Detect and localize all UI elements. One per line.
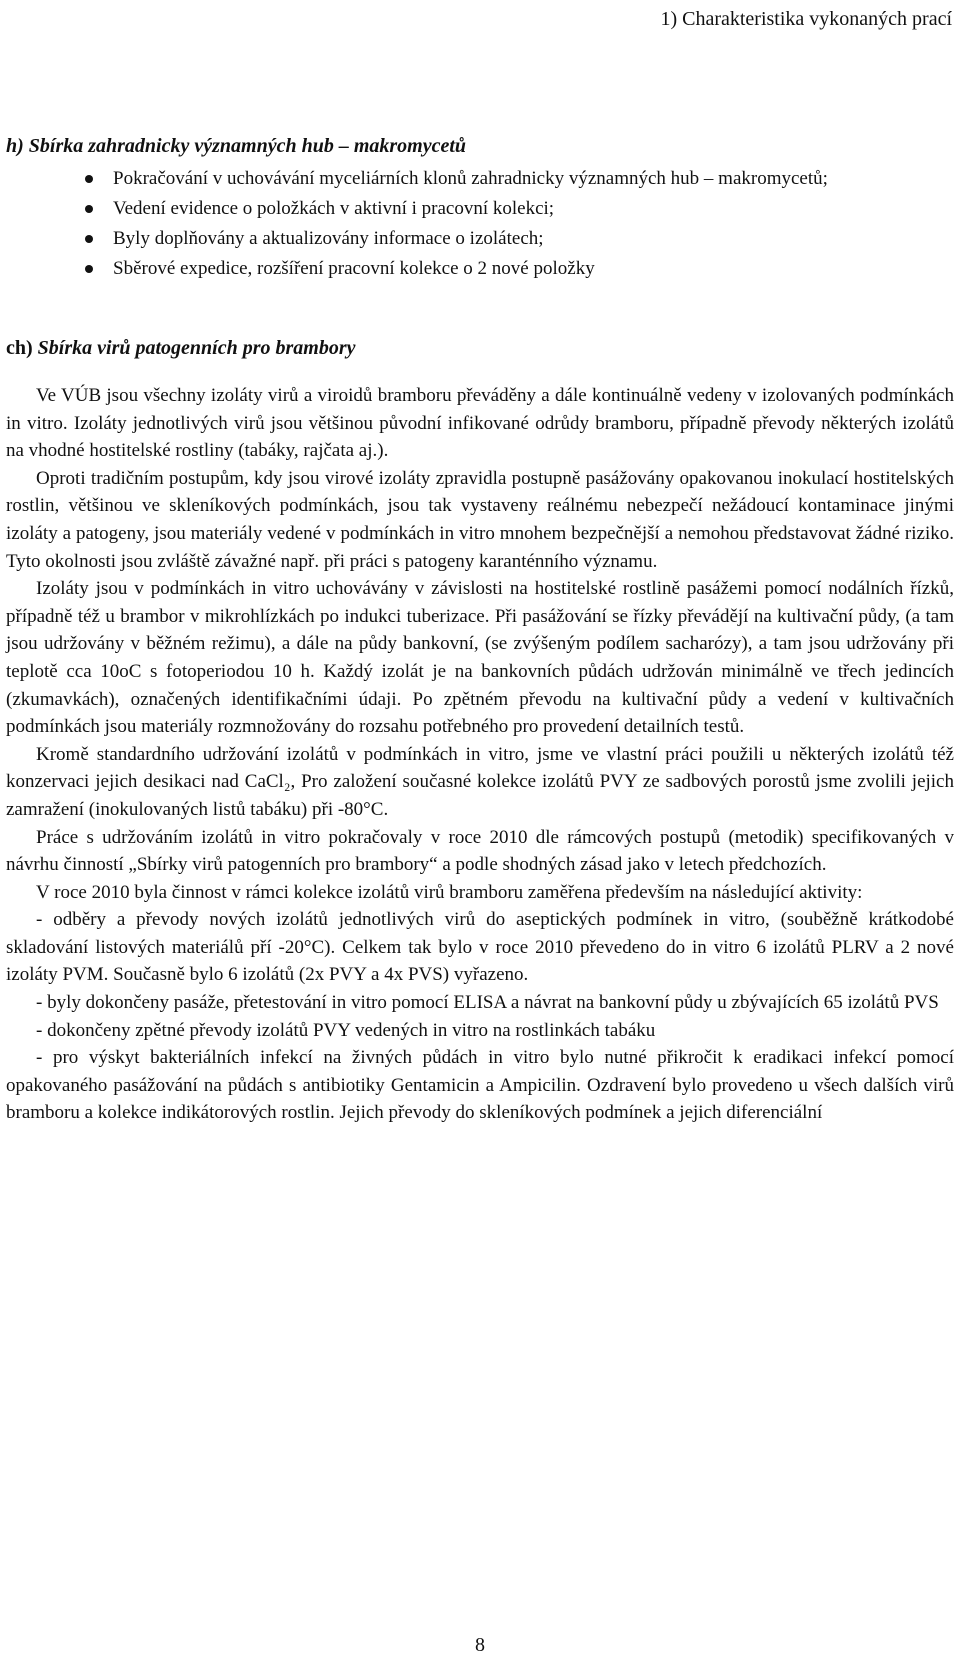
bullet-icon [85, 235, 93, 243]
document-body [6, 132, 954, 1127]
bullet-text: Byly doplňovány a aktualizovány informace o izolátech; [113, 228, 544, 249]
bullet-icon [85, 175, 93, 183]
section-ch-title: Sbírka virů patogenních pro brambory [37, 337, 356, 359]
paragraph [6, 1044, 954, 1127]
bullet-icon [85, 265, 93, 273]
bullet-text: Sběrové expedice, rozšíření pracovní kolekce o 2 nové položky [113, 258, 595, 279]
bullet-text: Vedení evidence o položkách v aktivní i pracovní kolekci; [113, 198, 555, 219]
bullet-item [6, 224, 954, 254]
paragraph-text: Oproti tradičním postupům, kdy jsou virové izoláty zpravidla postupně pasážovány opakovanou inokulací hostitelských rostlin, většinou ve skleníkových podmínkách, jsou tak vystaveny reálnému nebezpečí nežádoucí kontaminace jinými izoláty a patogeny, jsou materiály vedené v podmínkách in vitro mnohem bezpečnější a nemohou představovat žádné riziko. Tyto okolnosti jsou zvláště závažné např. při práci s patogeny karanténního významu. [6, 467, 954, 572]
paragraph [6, 906, 954, 989]
paragraph-text: Kromě standardního udržování izolátů v podmínkách in vitro, jsme ve vlastní práci použili u některých izolátů též konzervaci jejich desikaci nad CaCl₂, Pro založení současné kolekce izolátů PVY ze sadbových porostů jsme zvolili jejich zamražení (inokulovaných listů tabáku) při -80°C. [6, 743, 954, 820]
section-ch-heading [6, 334, 954, 362]
bullet-text: Pokračování v uchovávání myceliárních klonů zahradnicky významných hub – makromycetů; [113, 168, 828, 189]
section-h [6, 132, 954, 284]
bullet-icon [85, 205, 93, 213]
paragraph [6, 741, 954, 824]
paragraph-text: Ve VÚB jsou všechny izoláty virů a viroidů bramboru převáděny a dále kontinuálně vedeny v izolovaných podmínkách in vitro. Izoláty jednotlivých virů jsou většinou původní infikované odrůdy bramboru, případně převody některých izolátů na vhodné hostitelské rostliny (tabáky, rajčata aj.). [6, 385, 954, 462]
paragraph [6, 879, 954, 907]
paragraph [6, 989, 954, 1017]
paragraph-text: V roce 2010 byla činnost v rámci kolekce izolátů virů bramboru zaměřena především na následující aktivity: [36, 881, 863, 903]
paragraph-text: Práce s udržováním izolátů in vitro pokračovaly v roce 2010 dle rámcových postupů (metodik) specifikovaných v návrhu činností „Sbírky virů patogenních pro brambory“ a podle shodných zásad jako v letech předchozích. [6, 826, 954, 876]
page-number: 8 [475, 1634, 485, 1656]
paragraph [6, 382, 954, 465]
paragraph [6, 1017, 954, 1045]
paragraph [6, 824, 954, 879]
paragraph [6, 465, 954, 575]
paragraph-text: - pro výskyt bakteriálních infekcí na živných půdách in vitro bylo nutné přikročit k eradikaci infekcí pomocí opakovaného pasážování na půdách s antibiotiky Gentamicin a Ampicilin. Ozdravení bylo provedeno u všech dalších virů bramboru a kolekce indikátorových rostlin. Jejich převody do skleníkových podmínek a jejich diferenciální [6, 1047, 954, 1124]
bullet-item [6, 164, 954, 194]
paragraph-text: - byly dokončeny pasáže, přetestování in vitro pomocí ELISA a návrat na bankovní půdy u zbývajících 65 izolátů PVS [36, 992, 939, 1014]
section-h-bullet-list [6, 164, 954, 284]
section-ch [6, 334, 954, 1127]
paragraph-text: - odběry a převody nových izolátů jednotlivých virů do aseptických podmínek in vitro, (souběžně krátkodobé skladování listových materiálů pří -20°C). Celkem tak bylo v roce 2010 převedeno do in vitro 6 izolátů PLRV a 2 nové izoláty PVM. Současně bylo 6 izolátů (2x PVY a 4x PVS) vyřazeno. [6, 909, 954, 986]
bullet-item [6, 254, 954, 284]
paragraph [6, 575, 954, 741]
paragraph-text: - dokončeny zpětné převody izolátů PVY vedených in vitro na rostlinkách tabáku [36, 1019, 656, 1041]
bullet-item [6, 194, 954, 224]
paragraph-text: Izoláty jsou v podmínkách in vitro uchovávány v závislosti na hostitelské rostlině pasážemi pomocí nodálních řízků, případně též u brambor v mikrohlízkách po indukci tuberizace. Při pasážování se řízky převádějí na kultivační půdy, (a tam jsou udržovány v běžném režimu), a dále na půdy bankovní, (se zvýšeným podílem sacharózy), a tam jsou udržovány při teplotě cca 10oC s fotoperiodou 10 h. Každý izolát je na bankovních půdách udržován minimálně ve třech jedincích (zkumavkách), označených identifikačními údaji. Po zpětném převodu na kultivační půdy a vedení v kultivačních podmínkách jsou materiály rozmnožovány do rozsahu potřebného pro provedení detailních testů. [6, 578, 954, 738]
section-h-heading: h) Sbírka zahradnicky významných hub – makromycetů [6, 135, 467, 157]
section-ch-prefix: ch) [6, 337, 33, 359]
page-header: 1) Charakteristika vykonaných prací [660, 8, 952, 30]
